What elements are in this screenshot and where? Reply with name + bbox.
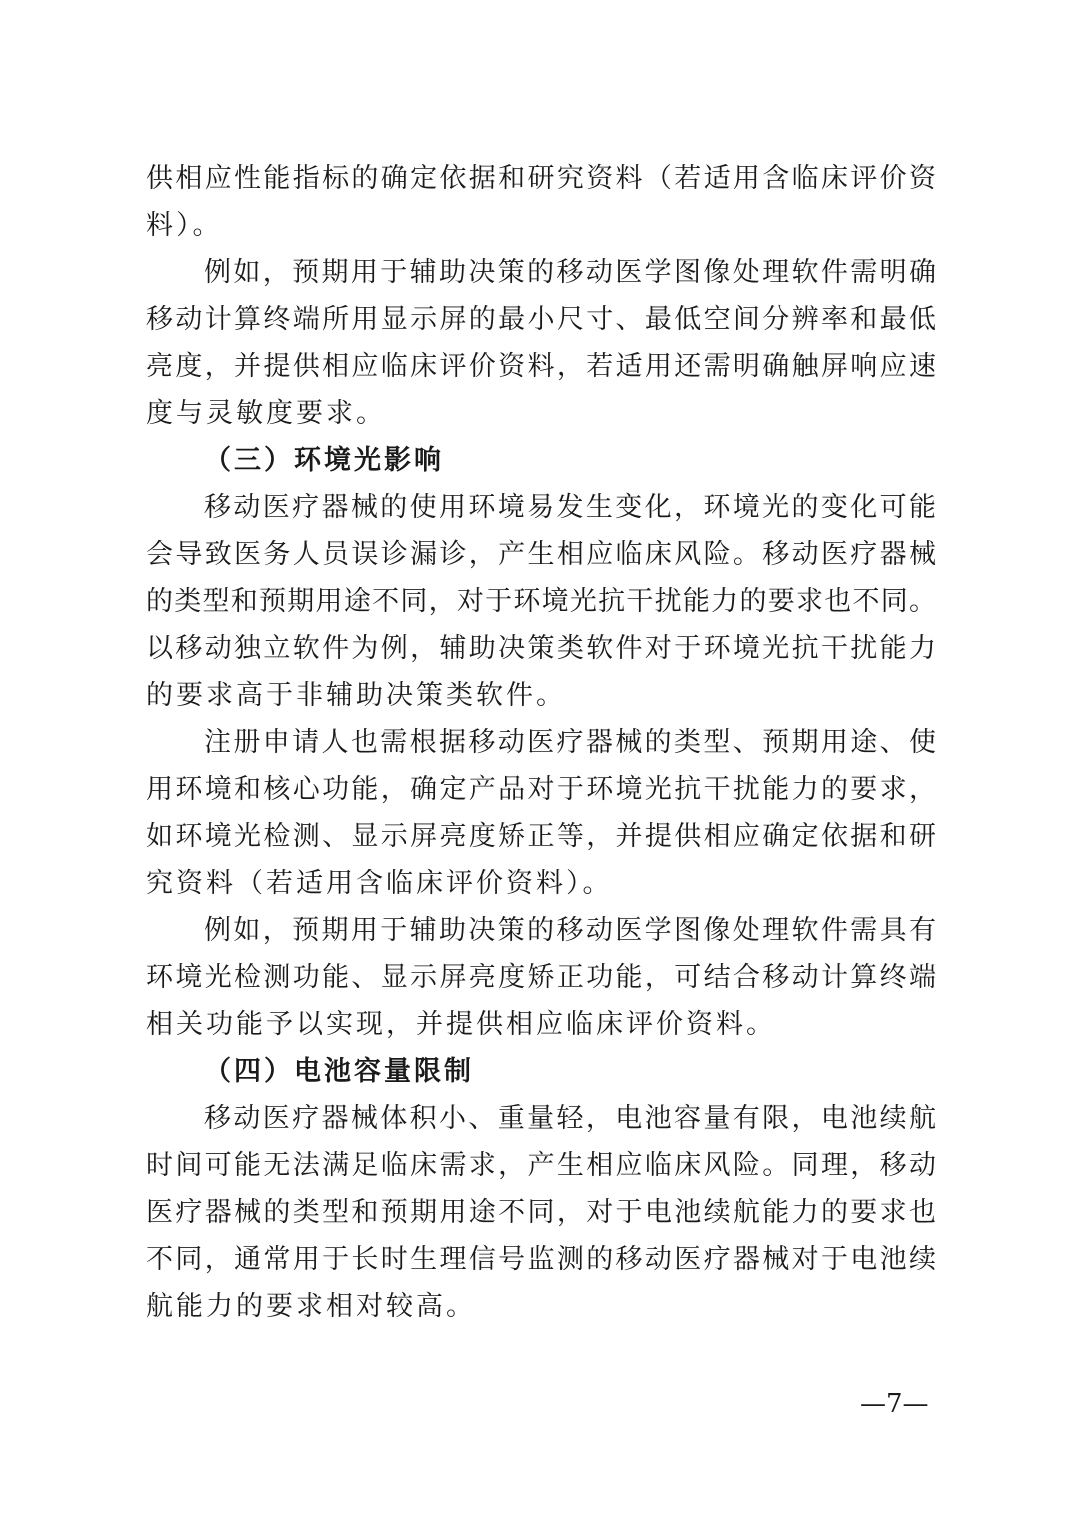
text-line: 的要求高于非辅助决策类软件。 <box>146 680 566 711</box>
text-line: 究资料（若适用含临床评价资料）。 <box>146 868 613 899</box>
text-line: 移动医疗器械体积小、重量轻，电池容量有限，电池续航 <box>204 1103 936 1134</box>
section-heading-battery-capacity: （四）电池容量限制 <box>204 1056 474 1087</box>
text-line: 不同，通常用于长时生理信号监测的移动医疗器械对于电池续 <box>146 1244 936 1275</box>
text-line: 如环境光检测、显示屏亮度矫正等，并提供相应确定依据和研 <box>146 821 936 852</box>
text-line: 度与灵敏度要求。 <box>146 398 386 429</box>
page-number: —7— <box>860 1389 929 1419</box>
text-line: 以移动独立软件为例，辅助决策类软件对于环境光抗干扰能力 <box>146 633 936 664</box>
text-line: 用环境和核心功能，确定产品对于环境光抗干扰能力的要求， <box>146 774 936 805</box>
text-line: 移动医疗器械的使用环境易发生变化，环境光的变化可能 <box>204 492 936 523</box>
text-line: 例如，预期用于辅助决策的移动医学图像处理软件需明确 <box>204 257 936 288</box>
text-line: 相关功能予以实现，并提供相应临床评价资料。 <box>146 1009 776 1040</box>
text-line: 料）。 <box>146 210 223 241</box>
document-body <box>146 155 936 1330</box>
text-line: 供相应性能指标的确定依据和研究资料（若适用含临床评价资 <box>146 163 936 194</box>
text-line: 环境光检测功能、显示屏亮度矫正功能，可结合移动计算终端 <box>146 962 936 993</box>
text-line: 例如，预期用于辅助决策的移动医学图像处理软件需具有 <box>204 915 936 946</box>
text-line: 亮度，并提供相应临床评价资料，若适用还需明确触屏响应速 <box>146 351 936 382</box>
section-heading-ambient-light: （三）环境光影响 <box>204 445 444 476</box>
text-line: 航能力的要求相对较高。 <box>146 1291 476 1322</box>
text-line: 时间可能无法满足临床需求，产生相应临床风险。同理，移动 <box>146 1150 936 1181</box>
text-line: 医疗器械的类型和预期用途不同，对于电池续航能力的要求也 <box>146 1197 936 1228</box>
text-line: 会导致医务人员误诊漏诊，产生相应临床风险。移动医疗器械 <box>146 539 936 570</box>
text-line: 移动计算终端所用显示屏的最小尺寸、最低空间分辨率和最低 <box>146 304 936 335</box>
text-line: 的类型和预期用途不同，对于环境光抗干扰能力的要求也不同。 <box>146 586 936 617</box>
text-line: 注册申请人也需根据移动医疗器械的类型、预期用途、使 <box>204 727 936 758</box>
